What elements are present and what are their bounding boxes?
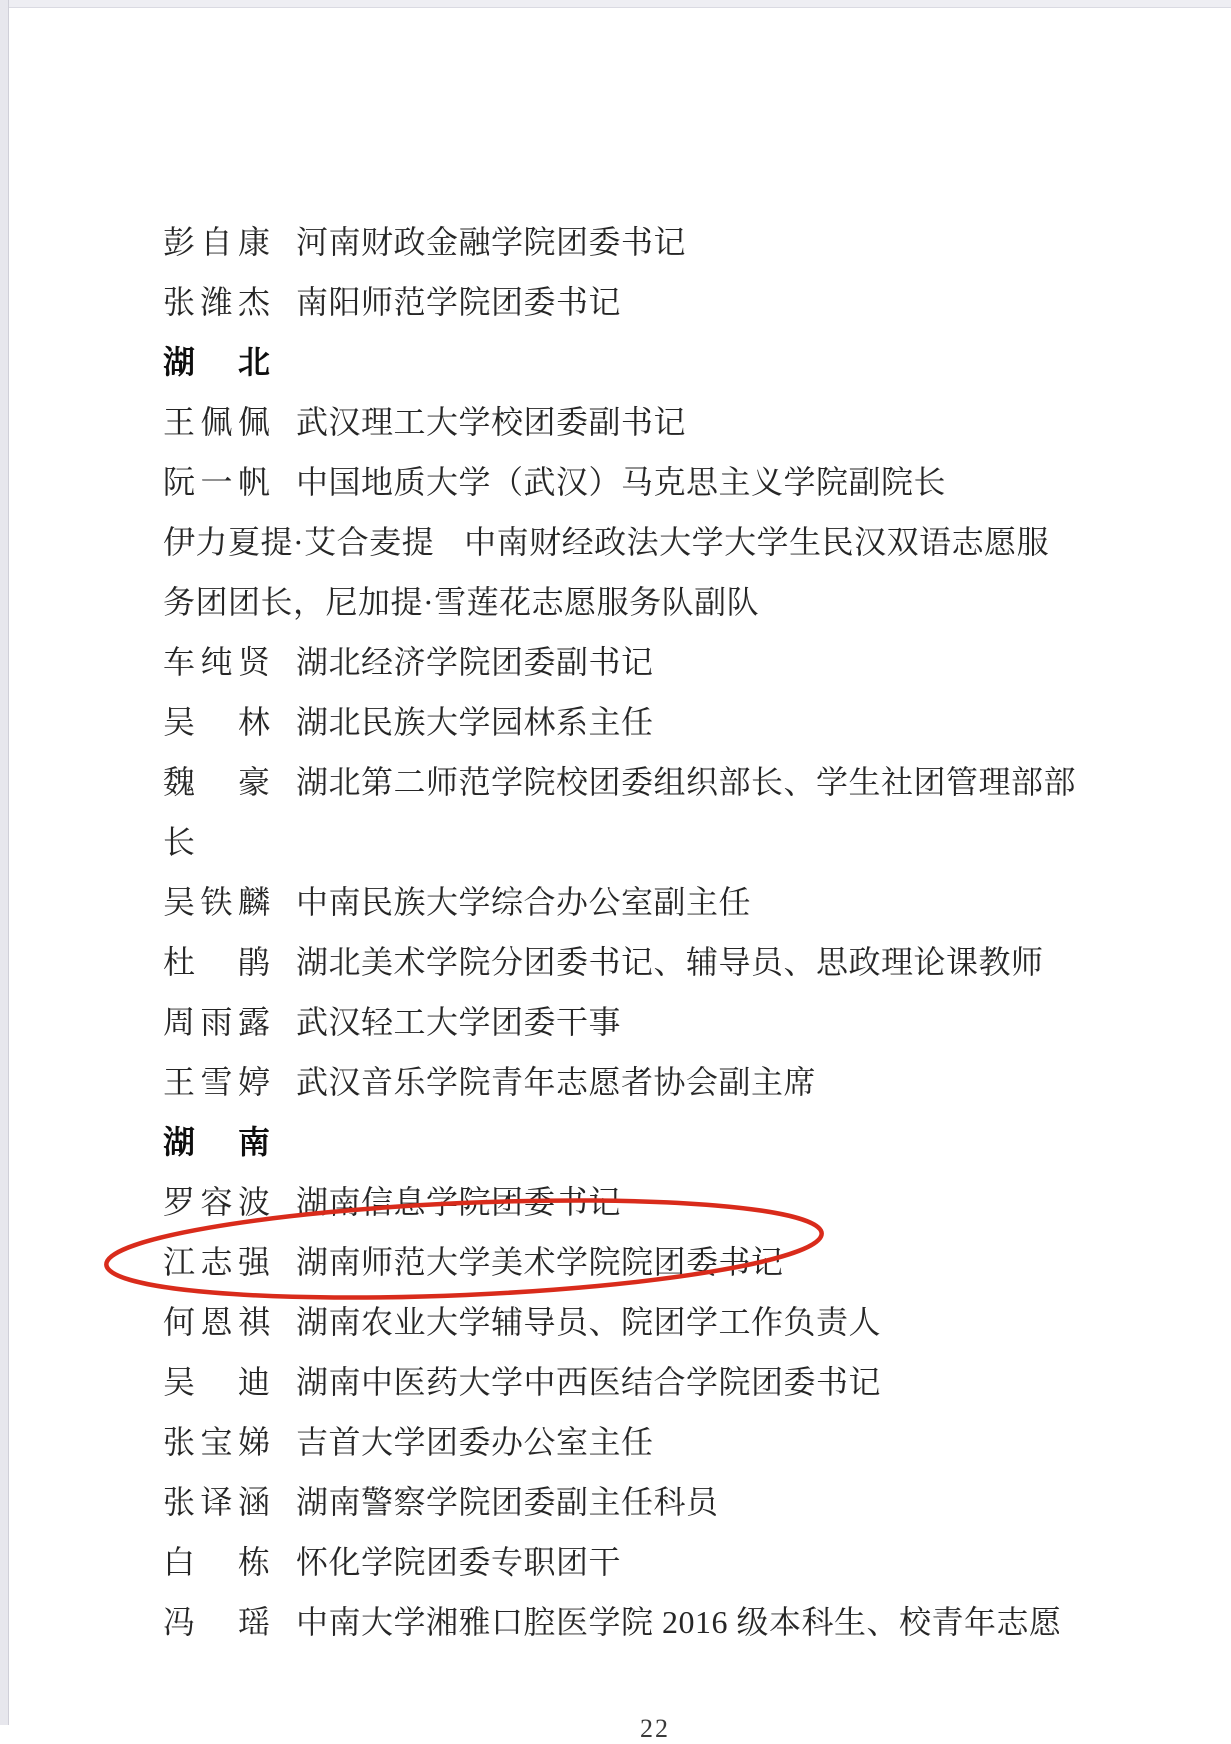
entry-name [163, 937, 270, 983]
name-char: 吴 [163, 884, 196, 920]
wrapped-text: 务团团长，尼加提·雪莲花志愿服务队副队 [163, 584, 760, 620]
entry-title: 武汉音乐学院青年志愿者协会副主席 [296, 1064, 817, 1100]
entry-title: 湖北第二师范学院校团委组织部长、学生社团管理部部 [296, 764, 1077, 800]
entry-title: 中南财经政法大学大学生民汉双语志愿服 [464, 524, 1050, 560]
name-char: 白 [163, 1544, 196, 1580]
entry-title: 湖南中医药大学中西医结合学院团委书记 [296, 1364, 882, 1400]
name-char: 车 [163, 644, 196, 680]
name-char: 强 [237, 1244, 270, 1280]
entry-name [163, 757, 270, 803]
name-char: 张 [163, 284, 196, 320]
entry-title: 中南大学湘雅口腔医学院 2016 级本科生、校青年志愿 [296, 1604, 1062, 1640]
page-number: 22 [640, 1714, 670, 1743]
entry-name [163, 1357, 270, 1403]
name-char: 北 [237, 344, 270, 380]
entry-title-wrap [163, 810, 1211, 870]
name-char: 一 [200, 464, 233, 500]
name-char: 湖 [163, 1124, 196, 1160]
list-entry [163, 1590, 1211, 1650]
name-char: 波 [237, 1184, 270, 1220]
entry-name [163, 217, 270, 263]
list-entry [163, 1050, 1211, 1110]
entry-title: 湖北民族大学园林系主任 [296, 704, 654, 740]
name-char: 容 [200, 1184, 233, 1220]
entry-title: 湖北经济学院团委副书记 [296, 644, 654, 680]
entry-title: 中南民族大学综合办公室副主任 [296, 884, 752, 920]
name-char: 吴 [163, 1364, 196, 1400]
entry-title: 南阳师范学院团委书记 [296, 284, 622, 320]
name-char: 贤 [237, 644, 270, 680]
entry-name [163, 1477, 270, 1523]
name-char: 婷 [237, 1064, 270, 1100]
name-char: 江 [163, 1244, 196, 1280]
name-char: 林 [237, 704, 270, 740]
section-title [163, 337, 270, 383]
name-char: 王 [163, 1064, 196, 1100]
name-char: 麟 [237, 884, 270, 920]
name-char: 恩 [200, 1304, 233, 1340]
list-entry [163, 450, 1211, 510]
list-entry [163, 1350, 1211, 1410]
name-char: 豪 [237, 764, 270, 800]
entry-name [163, 397, 270, 443]
name-char: 雪 [200, 1064, 233, 1100]
entry-title: 吉首大学团委办公室主任 [296, 1424, 654, 1460]
entry-name [163, 877, 270, 923]
entry-title: 中国地质大学（武汉）马克思主义学院副院长 [296, 464, 947, 500]
name-char: 南 [237, 1124, 270, 1160]
list-entry [163, 390, 1211, 450]
list-entry-circled [163, 1230, 1211, 1290]
name-char: 瑶 [237, 1604, 270, 1640]
name-char: 纯 [200, 644, 233, 680]
name-char: 栋 [237, 1544, 270, 1580]
list-entry [163, 690, 1211, 750]
entry-name [163, 997, 270, 1043]
name-char: 张 [163, 1484, 196, 1520]
list-entry [163, 1470, 1211, 1530]
list-entry [163, 930, 1211, 990]
entry-name [163, 1177, 270, 1223]
name-char: 阮 [163, 464, 196, 500]
name-char: 王 [163, 404, 196, 440]
entry-title: 湖南农业大学辅导员、院团学工作负责人 [296, 1304, 882, 1340]
name-char: 佩 [237, 404, 270, 440]
section-title [163, 1117, 270, 1163]
entry-title-wrap [163, 570, 1211, 630]
entry-title: 湖南师范大学美术学院院团委书记 [296, 1244, 784, 1280]
name-char: 张 [163, 1424, 196, 1460]
province-section-header [163, 1110, 1211, 1170]
page-left-edge [0, 0, 9, 1725]
entry-name [163, 1237, 270, 1283]
entry-title: 怀化学院团委专职团干 [296, 1544, 622, 1580]
name-char: 杜 [163, 944, 196, 980]
name-char: 冯 [163, 1604, 196, 1640]
name-char: 彭 [163, 224, 196, 260]
entry-name [163, 637, 270, 683]
list-entry [163, 1290, 1211, 1350]
name-char: 迪 [237, 1364, 270, 1400]
entry-title: 武汉轻工大学团委干事 [296, 1004, 622, 1040]
name-char: 康 [237, 224, 270, 260]
name-char: 帆 [237, 464, 270, 500]
list-entry [163, 870, 1211, 930]
list-entry [163, 750, 1211, 810]
name-char: 娣 [237, 1424, 270, 1460]
entry-name [163, 697, 270, 743]
name-title-list [163, 210, 1211, 1650]
name-char: 露 [237, 1004, 270, 1040]
entry-title: 湖南信息学院团委书记 [296, 1184, 622, 1220]
name-char: 宝 [200, 1424, 233, 1460]
name-char: 志 [200, 1244, 233, 1280]
name-char: 鹃 [237, 944, 270, 980]
name-char: 何 [163, 1304, 196, 1340]
name-char: 铁 [200, 884, 233, 920]
list-entry [163, 270, 1211, 330]
entry-name [163, 277, 270, 323]
name-char: 杰 [237, 284, 270, 320]
province-section-header [163, 330, 1211, 390]
entry-name [163, 1057, 270, 1103]
entry-title: 湖南警察学院团委副主任科员 [296, 1484, 719, 1520]
entry-name [163, 457, 270, 503]
wrapped-text: 长 [163, 824, 196, 860]
name-char: 自 [200, 224, 233, 260]
entry-name [163, 1537, 270, 1583]
name-char: 雨 [200, 1004, 233, 1040]
list-entry [163, 630, 1211, 690]
entry-name: 伊力夏提·艾合麦提 [163, 524, 435, 560]
name-char: 湖 [163, 344, 196, 380]
list-entry [163, 1410, 1211, 1470]
list-entry [163, 1170, 1211, 1230]
name-char: 祺 [237, 1304, 270, 1340]
entry-title: 湖北美术学院分团委书记、辅导员、思政理论课教师 [296, 944, 1044, 980]
name-char: 潍 [200, 284, 233, 320]
name-char: 译 [200, 1484, 233, 1520]
entry-name [163, 1417, 270, 1463]
entry-name [163, 1597, 270, 1643]
page-top-edge [0, 0, 1231, 8]
entry-name [163, 1297, 270, 1343]
list-entry [163, 990, 1211, 1050]
name-char: 罗 [163, 1184, 196, 1220]
list-entry [163, 1530, 1211, 1590]
entry-title: 武汉理工大学校团委副书记 [296, 404, 687, 440]
name-char: 佩 [200, 404, 233, 440]
entry-title: 河南财政金融学院团委书记 [296, 224, 687, 260]
list-entry [163, 210, 1211, 270]
name-char: 周 [163, 1004, 196, 1040]
list-entry [163, 510, 1211, 570]
name-char: 涵 [237, 1484, 270, 1520]
name-char: 魏 [163, 764, 196, 800]
name-char: 吴 [163, 704, 196, 740]
